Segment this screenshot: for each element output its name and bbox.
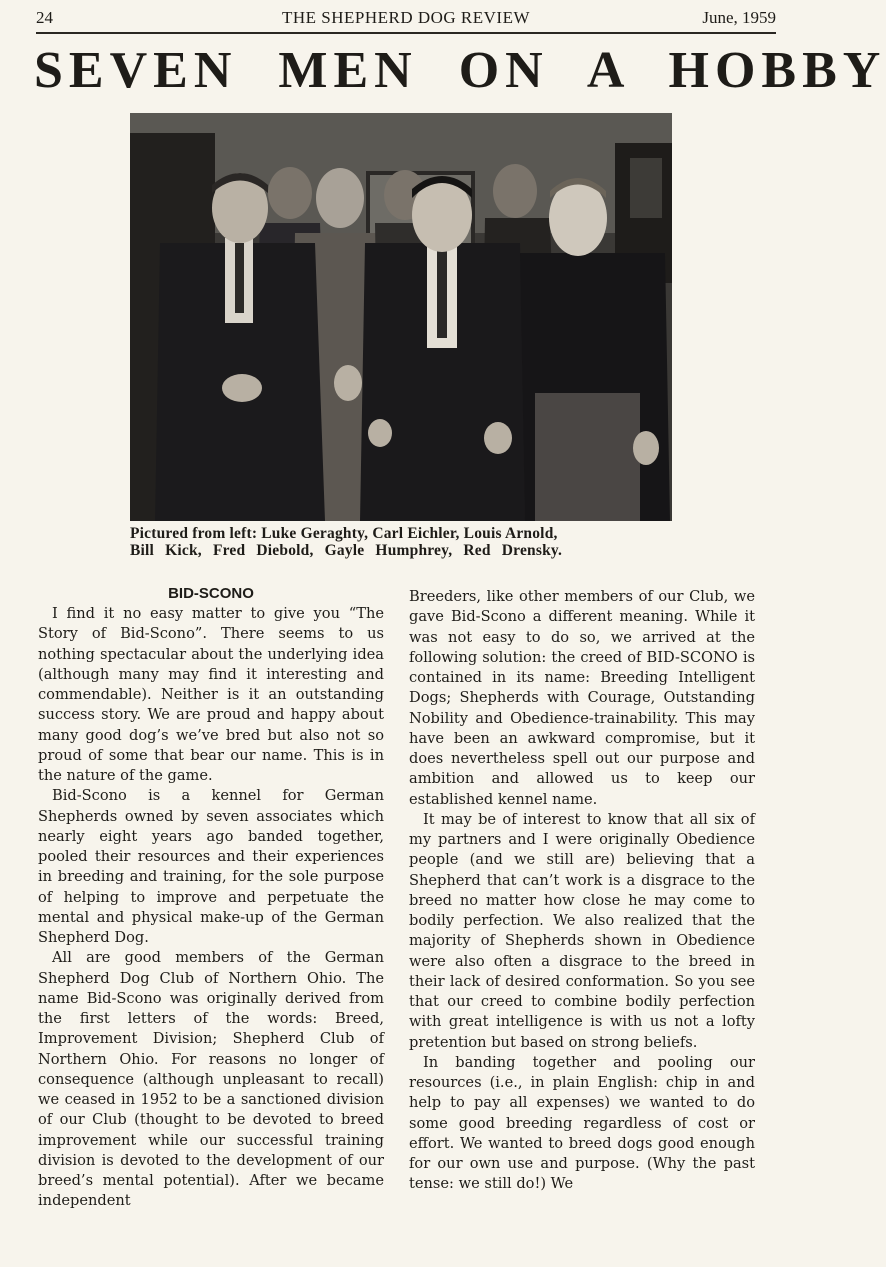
column-left xyxy=(38,585,384,1212)
paragraph-6: In banding together and pooling our resources (i.e., in plain English: chip in and help to pay all expenses) we wanted to do some good breeding regardless of cost or effort. We wanted to breed dogs good enough for our own use and purpose. (Why the past tense: we still do!) We xyxy=(409,1053,755,1193)
running-header xyxy=(36,6,776,34)
column-right xyxy=(409,587,755,1195)
caption-line-1: Pictured from left: Luke Geraghty, Carl Eichler, Louis Arnold, xyxy=(130,525,558,542)
photo-caption xyxy=(130,525,672,559)
paragraph-2: Bid-Scono is a kennel for German Shepherds owned by seven associates which nearly eight years ago banded together, pooled their resources and their experiences in breeding and training, for the sole purpose of helping to improve and perpetuate the mental and physical make-up of the German Shepherd Dog. xyxy=(38,787,384,946)
group-photo-illustration xyxy=(130,113,672,521)
article-title: SEVEN MEN ON A HOBBY xyxy=(34,42,886,99)
magazine-title: THE SHEPHERD DOG REVIEW xyxy=(281,8,531,27)
paragraph-5: It may be of interest to know that all six of my partners and I were originally Obedience people (and we still are) believing that a Shepherd that can’t work is a disgrace to the breed no matter how close he may come to bodily perfection. We also realized that the majority of Shepherds shown in Obedience were also often a disgrace to the breed in their lack of desired conformation. So you see that our creed to combine bodily perfection with great intelligence is with us not a lofty pretention but based on strong beliefs. xyxy=(409,810,755,1051)
paragraph-1: I find it no easy matter to give you “The Story of Bid-Scono”. There seems to us nothing spectacular about the underlying idea (although many may find it interesting and commendable). Neither is it an outstanding success story. We are proud and happy about many good dog’s we’ve bred but also not so proud of some that bear our name. This is in the nature of the game. xyxy=(38,605,384,784)
paragraph-3: All are good members of the German Shepherd Dog Club of Northern Ohio. The name Bid-Scono was originally derived from the first letters of the words: Breed, Improvement Division; Shepherd Club of Northern Ohio. For reasons no longer of consequence (although unpleasant to recall) we ceased in 1952 to be a sanctioned division of our Club (thought to be devoted to breed improvement while our successful training division is devoted to the development of our breed’s mental potential). After we became independent xyxy=(38,949,384,1210)
page-number: 24 xyxy=(36,8,53,27)
group-photo xyxy=(130,113,672,521)
paragraph-4: Breeders, like other members of our Club, we gave Bid-Scono a different meaning. While it was not easy to do so, we arrived at the following solution: the creed of BID-SCONO is contained in its name: Breeding Intelligent Dogs; Shepherds with Courage, Outstanding Nobility and Obedience-trainability. This may have been an awkward compromise, but it does nevertheless spell out our purpose and ambition and allowed us to keep our established kennel name. xyxy=(409,588,755,808)
issue-date: June, 1959 xyxy=(702,8,776,27)
caption-line-2: Bill Kick, Fred Diebold, Gayle Humphrey, Red Drensky. xyxy=(130,542,563,559)
section-heading: BID-SCONO xyxy=(168,585,254,602)
